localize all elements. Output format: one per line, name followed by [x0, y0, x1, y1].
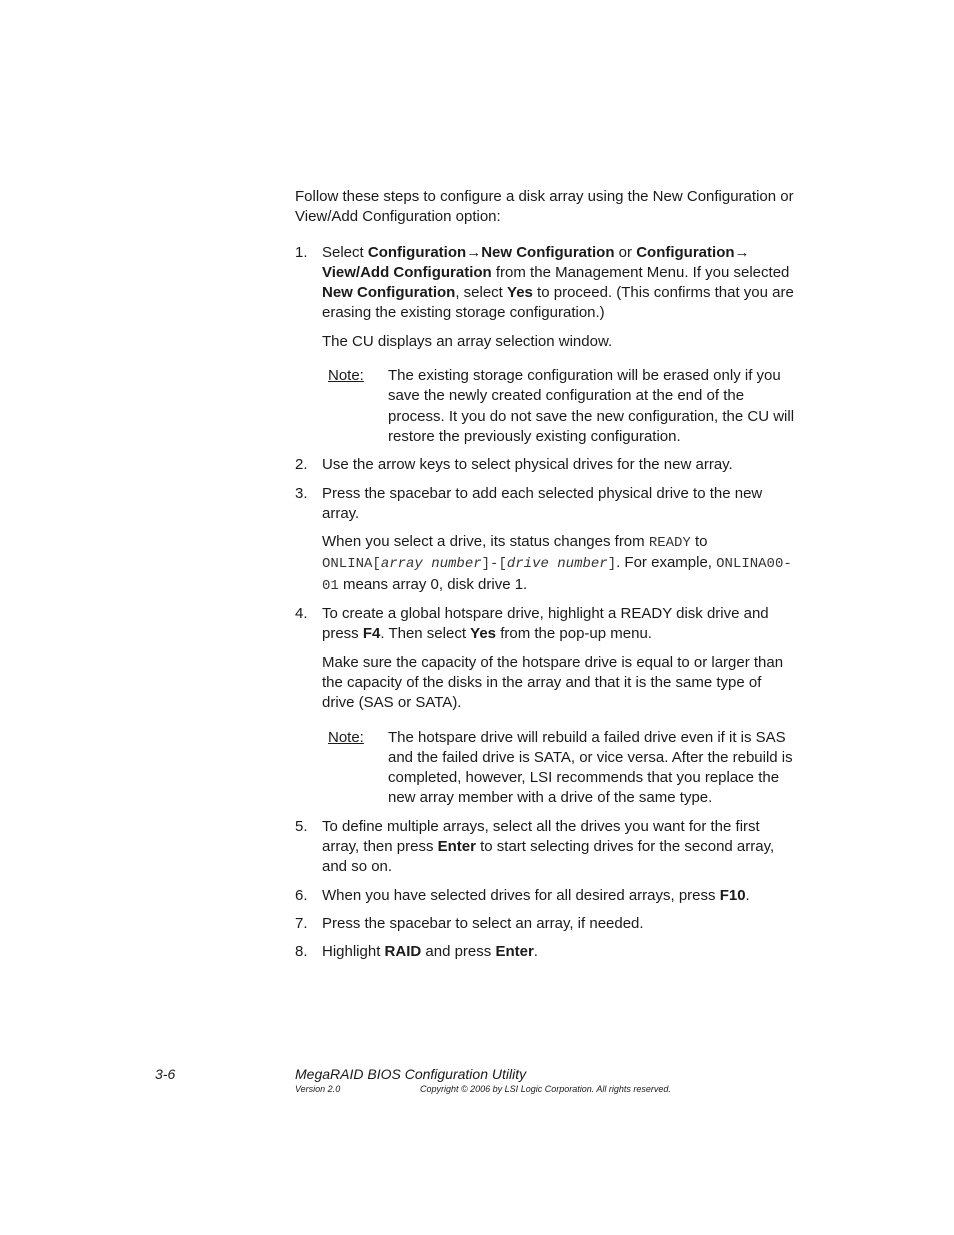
step-text	[322, 942, 797, 962]
step-2	[295, 455, 797, 475]
text-run: from the pop-up menu.	[496, 625, 652, 643]
note-text: The hotspare drive will rebuild a failed drive even if it is SAS and the failed drive is SATA, or vice versa. After the rebuild is completed, however, LSI recommends that you replace the new array member with a drive of the same type.	[388, 728, 793, 807]
option-yes: Yes	[507, 284, 533, 302]
step-number: 3.	[295, 484, 308, 502]
text-run: from the Management Menu. If you selected	[491, 263, 790, 281]
note-label: Note:	[328, 728, 364, 746]
key-f10: F10	[719, 886, 746, 904]
text-run: .	[745, 886, 750, 904]
code-run: ONLINA[	[322, 556, 381, 573]
text-run: , select	[455, 284, 508, 302]
arrow-icon: →	[734, 243, 750, 261]
step-text: Use the arrow keys to select physical drives for the new array.	[322, 456, 733, 474]
footer-copyright: Copyright © 2006 by LSI Logic Corporation. All rights reserved.	[420, 1084, 671, 1094]
text-run: means array 0, disk drive 1.	[338, 575, 528, 593]
text-run: Highlight	[322, 943, 385, 961]
text-run: To define multiple arrays, select all the drives you want for the first array, then press	[322, 817, 760, 856]
text-run: . Then select	[380, 625, 471, 643]
text-run: .	[533, 943, 538, 961]
intro-paragraph: Follow these steps to configure a disk array using the New Configuration or View/Add Configuration option:	[295, 188, 794, 226]
footer-version: Version 2.0	[295, 1084, 341, 1094]
step-number: 7.	[295, 914, 308, 932]
note-label: Note:	[328, 367, 364, 385]
menu-new-configuration: New Configuration	[322, 284, 456, 302]
key-f4: F4	[362, 625, 381, 643]
step-text: Press the spacebar to add each selected physical drive to the new array.	[322, 484, 763, 522]
step-7	[295, 914, 797, 934]
key-enter: Enter	[495, 943, 534, 961]
menu-configuration: Configuration	[636, 243, 735, 261]
step-number: 1.	[295, 243, 308, 261]
status-example-code: ONLINA00-01	[322, 556, 792, 594]
step-number: 6.	[295, 886, 308, 904]
text-run: Select	[322, 243, 368, 261]
step-text: Press the spacebar to select an array, if needed.	[322, 914, 644, 932]
footer-title: MegaRAID BIOS Configuration Utility	[295, 1066, 527, 1082]
note-text: The existing storage configuration will be erased only if you save the newly created configuration at the end of the process. It you do not save the new configuration, the CU will restore the previously existing configuration.	[388, 367, 795, 445]
arrow-icon: →	[466, 243, 482, 261]
step-number: 5.	[295, 817, 308, 835]
text-run: to	[690, 533, 708, 551]
step-3	[295, 484, 797, 596]
menu-view-add-configuration: View/Add Configuration	[322, 263, 492, 281]
text-run: to proceed. (This confirms that you are erasing the existing storage configuration.)	[322, 284, 794, 322]
text-run: . For example,	[616, 554, 717, 572]
note-2	[322, 728, 797, 809]
code-placeholder: drive number	[506, 556, 608, 573]
code-run: ]	[607, 556, 617, 573]
step-text	[322, 243, 797, 324]
step-subtext	[322, 532, 797, 596]
step-4	[295, 604, 797, 809]
step-text	[322, 817, 797, 878]
code-placeholder: array number	[380, 556, 482, 573]
page-number: 3-6	[155, 1066, 176, 1082]
code-run: ]-[	[481, 556, 507, 573]
text-run: and press	[421, 943, 496, 961]
status-online-code	[322, 556, 616, 572]
menu-new-configuration: New Configuration	[481, 243, 615, 261]
page-content	[295, 187, 797, 971]
menu-configuration: Configuration	[367, 243, 467, 261]
status-ready-code: READY	[648, 535, 691, 552]
key-enter: Enter	[437, 838, 476, 856]
step-subtext: The CU displays an array selection window.	[322, 332, 613, 350]
step-number: 8.	[295, 943, 308, 961]
option-yes: Yes	[470, 625, 497, 643]
text-run: When you have selected drives for all desired arrays, press	[322, 886, 720, 904]
step-5	[295, 817, 797, 878]
text-run: When you select a drive, its status changes from	[322, 533, 649, 551]
note-1	[322, 366, 797, 447]
step-text	[322, 886, 797, 906]
step-6	[295, 886, 797, 906]
option-raid: RAID	[384, 943, 422, 961]
step-number: 2.	[295, 456, 308, 474]
step-text	[322, 604, 797, 645]
step-subtext: Make sure the capacity of the hotspare drive is equal to or larger than the capacity of the disks in the array and that it is the same type of drive (SAS or SATA).	[322, 653, 784, 712]
text-run: to start selecting drives for the second array, and so on.	[322, 838, 775, 876]
text-run: To create a global hotspare drive, highlight a READY disk drive and press	[322, 605, 769, 643]
step-1	[295, 243, 797, 448]
step-8	[295, 942, 797, 962]
text-run: or	[614, 243, 637, 261]
step-number: 4.	[295, 605, 308, 623]
